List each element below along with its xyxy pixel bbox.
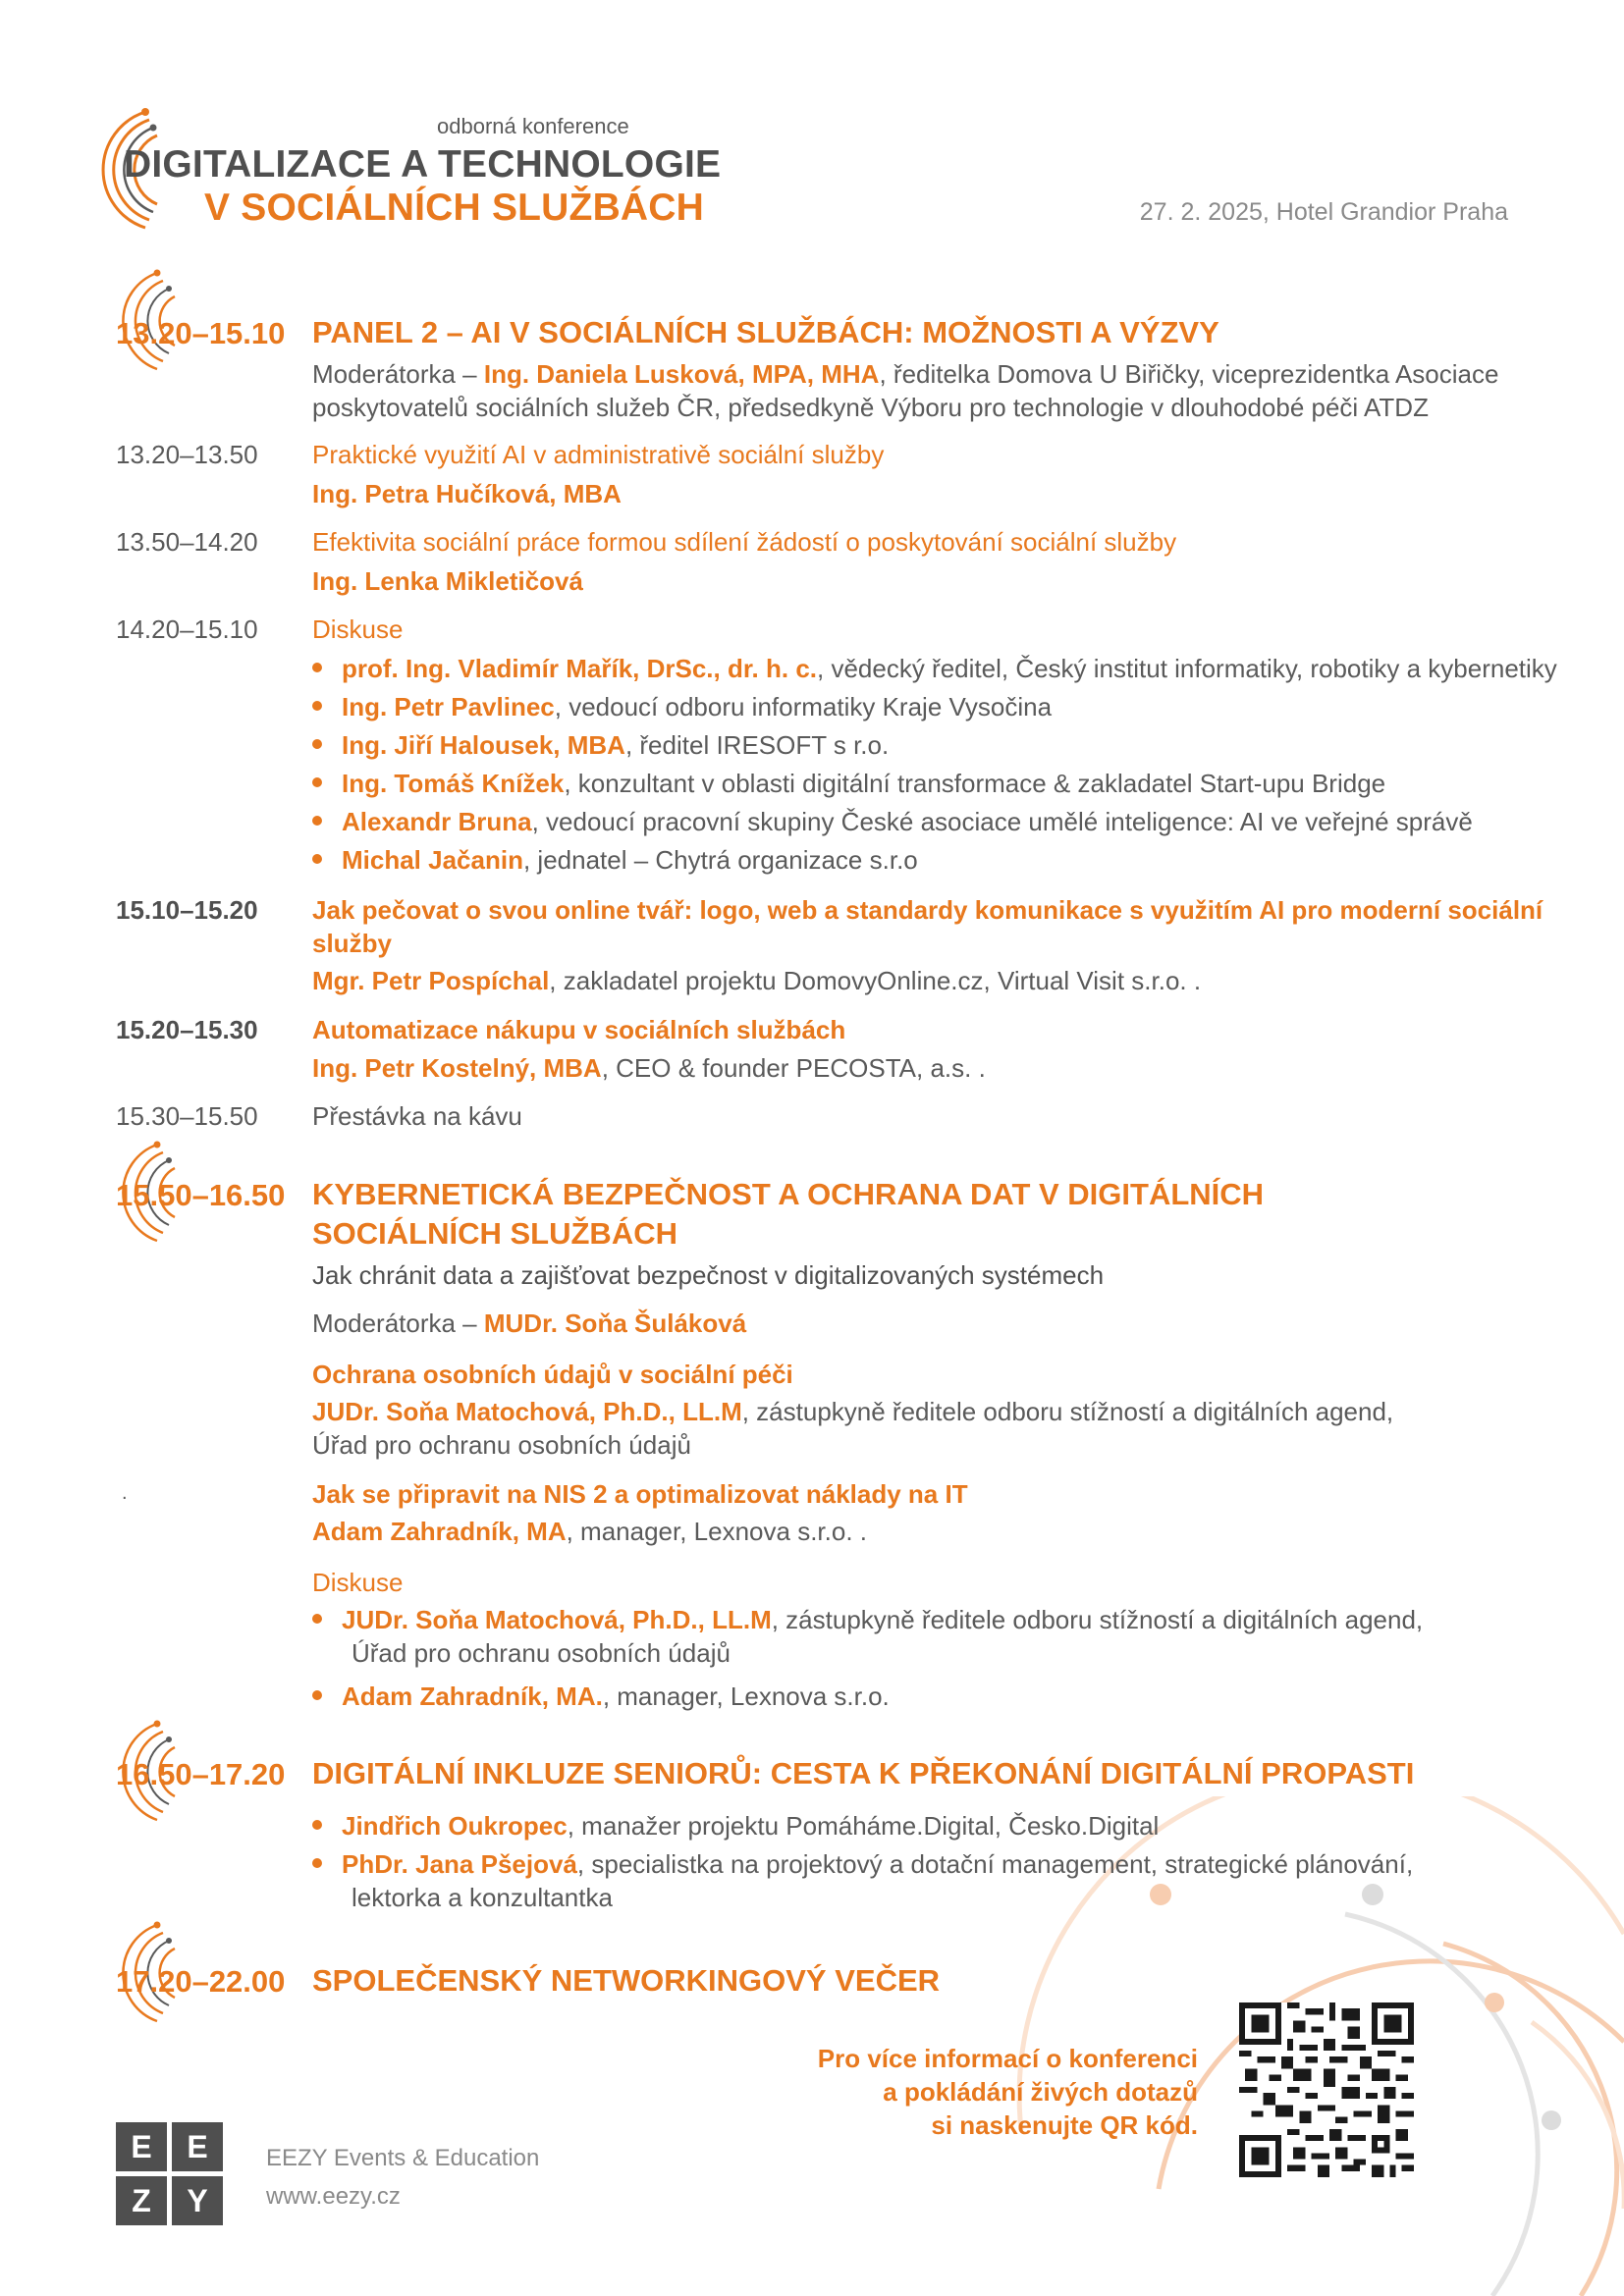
slot-time: 15.30–15.50 [116,1101,258,1131]
list-item: prof. Ing. Vladimír Mařík, DrSc., dr. h. c., vědecký ředitel, Český institut informatiky, robotiky a kybernetiky [312,652,1557,685]
section-title: SPOLEČENSKÝ NETWORKINGOVÝ VEČER [312,1963,941,1998]
conference-title-line1: DIGITALIZACE A TECHNOLOGIE [124,143,722,186]
moderator-desc: poskytovatelů sociálních služeb ČR, předsedkyně Výboru pro technologie v dlouhodobé péči ATDZ [312,393,1429,422]
slot-time: 15.10–15.20 [116,895,258,925]
talk-title: Automatizace nákupu v sociálních službách [312,1015,846,1044]
section-subtitle: Jak chránit data a zajišťovat bezpečnost v digitalizovaných systémech [312,1260,1105,1290]
section-time: 17.20–22.00 [116,1964,286,1999]
list-item: PhDr. Jana Pšejová, specialistka na projektový a dotační management, strategické plánování, lektorka a konzultantka [312,1847,1413,1914]
slot-time: 15.20–15.30 [116,1015,258,1044]
speaker-name: Ing. Lenka Mikletičová [312,566,583,596]
conference-subtitle: odborná konference [437,114,629,138]
speaker-name: Ing. Petra Hučíková, MBA [312,479,622,508]
break-label: Přestávka na kávu [312,1101,522,1131]
talk-title: Jak se připravit na NIS 2 a optimalizovat náklady na IT [312,1479,968,1509]
moderator-line: Moderátorka – MUDr. Soňa Šuláková [312,1308,747,1338]
speaker-line: Ing. Petr Kostelný, MBA, CEO & founder PECOSTA, a.s. . [312,1053,986,1083]
qr-code-icon[interactable] [1239,2002,1414,2177]
slot-time: 14.20–15.10 [116,614,258,644]
section-title: PANEL 2 – AI V SOCIÁLNÍCH SLUŽBÁCH: MOŽNOSTI A VÝZVY [312,315,1219,349]
list-item: Ing. Tomáš Knížek, konzultant v oblasti digitální transformace & zakladatel Start-upu Bridge [312,767,1385,800]
section-title: DIGITÁLNÍ INKLUZE SENIORŮ: CESTA K PŘEKONÁNÍ DIGITÁLNÍ PROPASTI [312,1756,1415,1790]
section-title: KYBERNETICKÁ BEZPEČNOST A OCHRANA DAT V DIGITÁLNÍCH [312,1177,1265,1211]
speaker-line: Mgr. Petr Pospíchal, zakladatel projektu DomovyOnline.cz, Virtual Visit s.r.o. . [312,966,1202,995]
section-title-cont: SOCIÁLNÍCH SLUŽBÁCH [312,1216,677,1251]
talk-title-cont: služby [312,929,392,958]
date-and-venue: 27. 2. 2025, Hotel Grandior Praha [1139,198,1508,226]
talk-title: Efektivita sociální práce formou sdílení žádostí o poskytování sociální služby [312,527,1177,557]
stray-dot: . [122,1482,128,1504]
moderator-name: Ing. Daniela Lusková, MPA, MHA [483,359,880,389]
speaker-line: JUDr. Soňa Matochová, Ph.D., LL.M, zástupkyně ředitele odboru stížností a digitálních agend, [312,1397,1394,1426]
talk-title: Praktické využití AI v administrativě sociální služby [312,440,885,469]
company-name: EEZY Events & Education [266,2145,540,2171]
list-item: JUDr. Soňa Matochová, Ph.D., LL.M, zástupkyně ředitele odboru stížností a digitálních agend, Úřad pro ochranu osobních údajů [312,1603,1423,1670]
list-item: Ing. Jiří Halousek, MBA, ředitel IRESOFT s r.o. [312,728,889,762]
list-item: Jindřich Oukropec, manažer projektu Pomáháme.Digital, Česko.Digital [312,1809,1159,1842]
section-time: 13.20–15.10 [116,316,286,350]
list-item: Ing. Petr Pavlinec, vedoucí odboru informatiky Kraje Vysočina [312,690,1052,723]
speaker-desc: Úřad pro ochranu osobních údajů [312,1430,691,1460]
eezy-logo: E E Z Y [116,2122,226,2228]
company-website-link[interactable]: www.eezy.cz [266,2183,401,2210]
section-time: 15.50–16.50 [116,1178,286,1212]
slot-time: 13.50–14.20 [116,527,258,557]
talk-title: Ochrana osobních údajů v sociální péči [312,1360,793,1389]
list-item: Michal Jačanin, jednatel – Chytrá organizace s.r.o [312,843,918,877]
talk-title: Jak pečovat o svou online tvář: logo, web a standardy komunikace s využitím AI pro moderní sociální [312,895,1543,925]
discussion-title: Diskuse [312,614,404,644]
slot-time: 13.20–13.50 [116,440,258,469]
conference-title-line2: V SOCIÁLNÍCH SLUŽBÁCH [204,187,705,229]
speaker-line: Adam Zahradník, MA, manager, Lexnova s.r.o. . [312,1517,867,1546]
moderator-line: Moderátorka – Ing. Daniela Lusková, MPA, MHA, ředitelka Domova U Biřičky, viceprezidentka Asociace [312,359,1499,389]
list-item: Adam Zahradník, MA., manager, Lexnova s.r.o. [312,1680,890,1713]
section-time: 16.50–17.20 [116,1757,286,1791]
discussion-title: Diskuse [312,1568,404,1597]
qr-instructions: Pro více informací o konferenci a pokládání živých dotazů si naskenujte QR kód. [817,2044,1198,2140]
list-item: Alexandr Bruna, vedoucí pracovní skupiny České asociace umělé inteligence: AI ve veřejné správě [312,805,1473,838]
